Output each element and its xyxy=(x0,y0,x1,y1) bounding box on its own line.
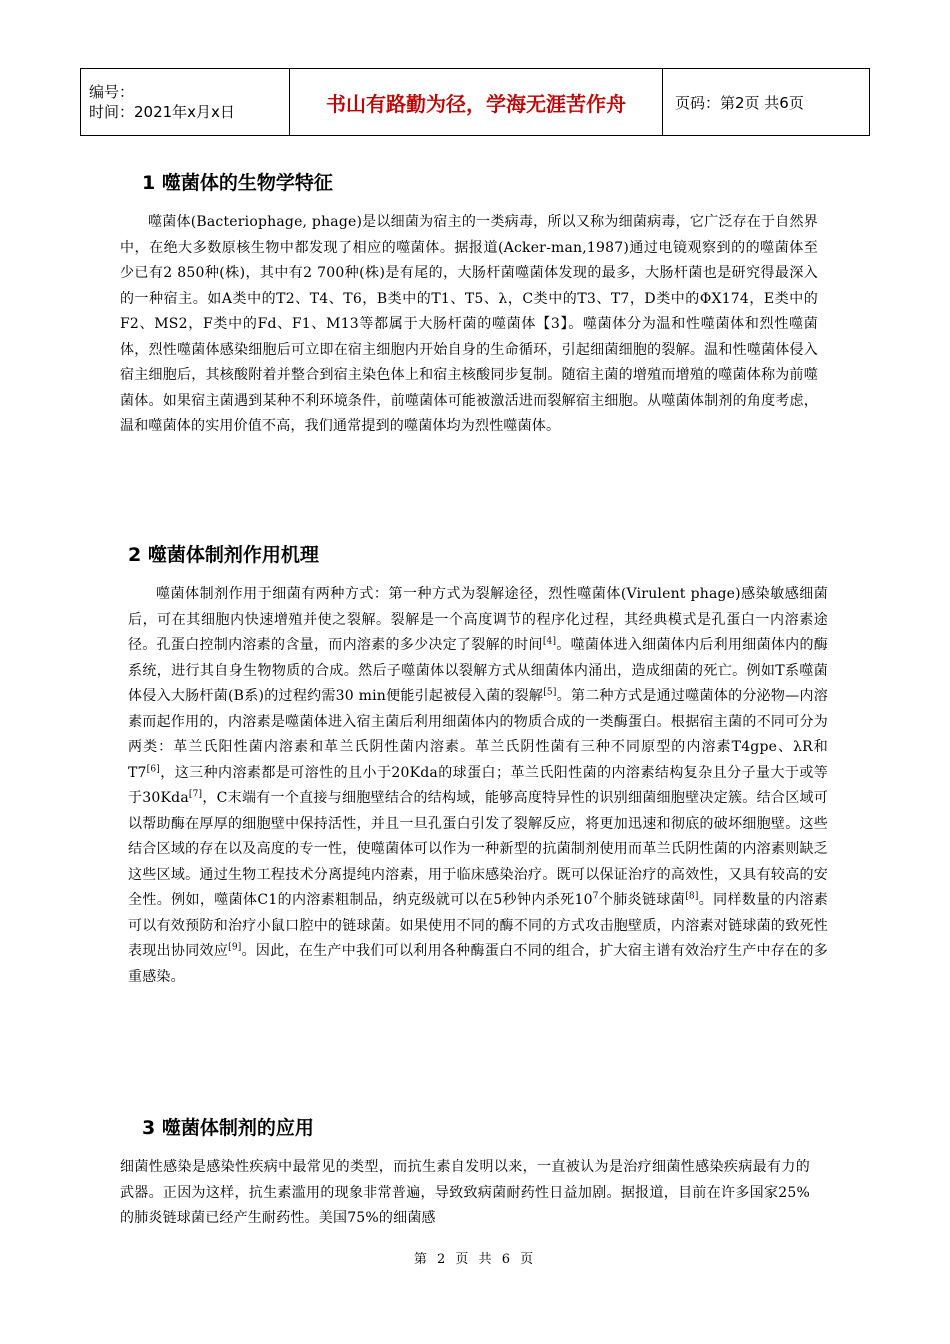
section-title: 3 噬菌体制剂的应用 xyxy=(142,1117,314,1139)
section-title: 1 噬菌体的生物学特征 xyxy=(142,172,333,194)
section-biological-characteristics xyxy=(118,170,818,440)
section-application xyxy=(118,1115,818,1232)
section-paragraph: 噬菌体(Bacteriophage, phage)是以细菌为宿主的一类病毒，所以又称为细菌病毒，它广泛存在于自然界中，在绝大多数原核生物中都发现了相应的噬菌体。据报道(Acker-man,1987)通过电镜观察到的的噬菌体至少已有2 850种(株)，其中有2 700种(株)是有尾的，大肠杆菌噬菌体发现的最多，大肠杆菌也是研究得最深入的一种宿主。如A类中的T2、T4、T6，B类中的T1、T5、λ，C类中的T3、T7，D类中的ΦX174，E类中的F2、MS2，F类中的Fd、F1、M13等都属于大肠杆菌的噬菌体【3】。噬菌体分为温和性噬菌体和烈性噬菌体，烈性噬菌体感染细胞后可立即在宿主细胞内开始自身的生命循环，引起细菌细胞的裂解。温和性噬菌体侵入宿主细胞后，其核酸附着并整合到宿主染色体上和宿主核酸同步复制。随宿主菌的增殖而增殖的噬菌体称为前噬菌体。如果宿主菌遇到某种不利环境条件，前噬菌体可能被激活进而裂解宿主细胞。从噬菌体制剂的角度考虑，温和噬菌体的实用价值不高，我们通常提到的噬菌体均为烈性噬菌体。 xyxy=(120,214,818,434)
header-page-number: 页码：第2页 共6页 xyxy=(663,69,870,136)
section-title: 2 噬菌体制剂作用机理 xyxy=(128,544,319,566)
header-motto: 书山有路勤为径，学海无涯苦作舟 xyxy=(290,69,663,136)
page-header xyxy=(80,68,870,136)
document-number-label: 编号： xyxy=(89,83,135,101)
section-paragraph: 噬菌体制剂作用于细菌有两种方式：第一种方式为裂解途径，烈性噬菌体(Virulent phage)感染敏感细菌后，可在其细胞内快速增殖并使之裂解。裂解是一个高度调节的程序化过程，其经典模式是孔蛋白一内溶素途径。孔蛋白控制内溶素的含量，而内溶素的多少决定了裂解的时间[4]。噬菌体进入细菌体内后利用细菌体内的酶系统，进行其自身生物物质的合成。然后子噬菌体以裂解方式从细菌体内涌出，造成细菌的死亡。例如T系噬菌体侵入大肠杆菌(B系)的过程约需30 min便能引起被侵入菌的裂解[5]。第二种方式是通过噬菌体的分泌物—内溶素而起作用的，内溶素是噬菌体进入宿主菌后利用细菌体内的物质合成的一类酶蛋白。根据宿主菌的不同可分为两类：革兰氏阳性菌内溶素和革兰氏阴性菌内溶素。革兰氏阴性菌有三种不同原型的内溶素T4gpe、λR和T7[6]，这三种内溶素都是可溶性的且小于20Kda的球蛋白；革兰氏阳性菌的内溶素结构复杂且分子量大于或等于30Kda[7]，C末端有一个直接与细胞壁结合的结构域，能够高度特异性的识别细菌细胞壁决定簇。结合区域可以帮助酶在厚厚的细胞壁中保持活性，并且一旦孔蛋白引发了裂解反应，将更加迅速和彻底的破坏细胞壁。这些结合区域的存在以及高度的专一性，使噬菌体可以作为一种新型的抗菌制剂使用而革兰氏阴性菌的内溶素则缺乏这些区域。通过生物工程技术分离提纯内溶素，用于临床感染治疗。既可以保证治疗的高效性，又具有较高的安全性。例如，噬菌体C1的内溶素粗制品，纳克级就可以在5秒钟内杀死$10^7$个肺炎链球菌[8]。同样数量的内溶素可以有效预防和治疗小鼠口腔中的链球菌。如果使用不同的酶不同的方式攻击胞壁质，内溶素对链球菌的致死性表现出协同效应[9]。因此，在生产中我们可以利用各种酶蛋白不同的组合，扩大宿主谱有效治疗生产中存在的多重感染。 xyxy=(128,586,828,985)
header-meta xyxy=(81,69,290,136)
page-footer: 第 2 页 共 6 页 xyxy=(413,1252,537,1267)
section-mechanism xyxy=(128,542,828,990)
section-paragraph: 细菌性感染是感染性疾病中最常见的类型，而抗生素自发明以来，一直被认为是治疗细菌性感染疾病最有力的武器。正因为这样，抗生素滥用的现象非常普遍，导致致病菌耐药性日益加剧。据报道，目前在许多国家25%的肺炎链球菌已经产生耐药性。美国75%的细菌感 xyxy=(120,1159,810,1226)
document-date: 时间：2021年x月x日 xyxy=(89,103,235,121)
